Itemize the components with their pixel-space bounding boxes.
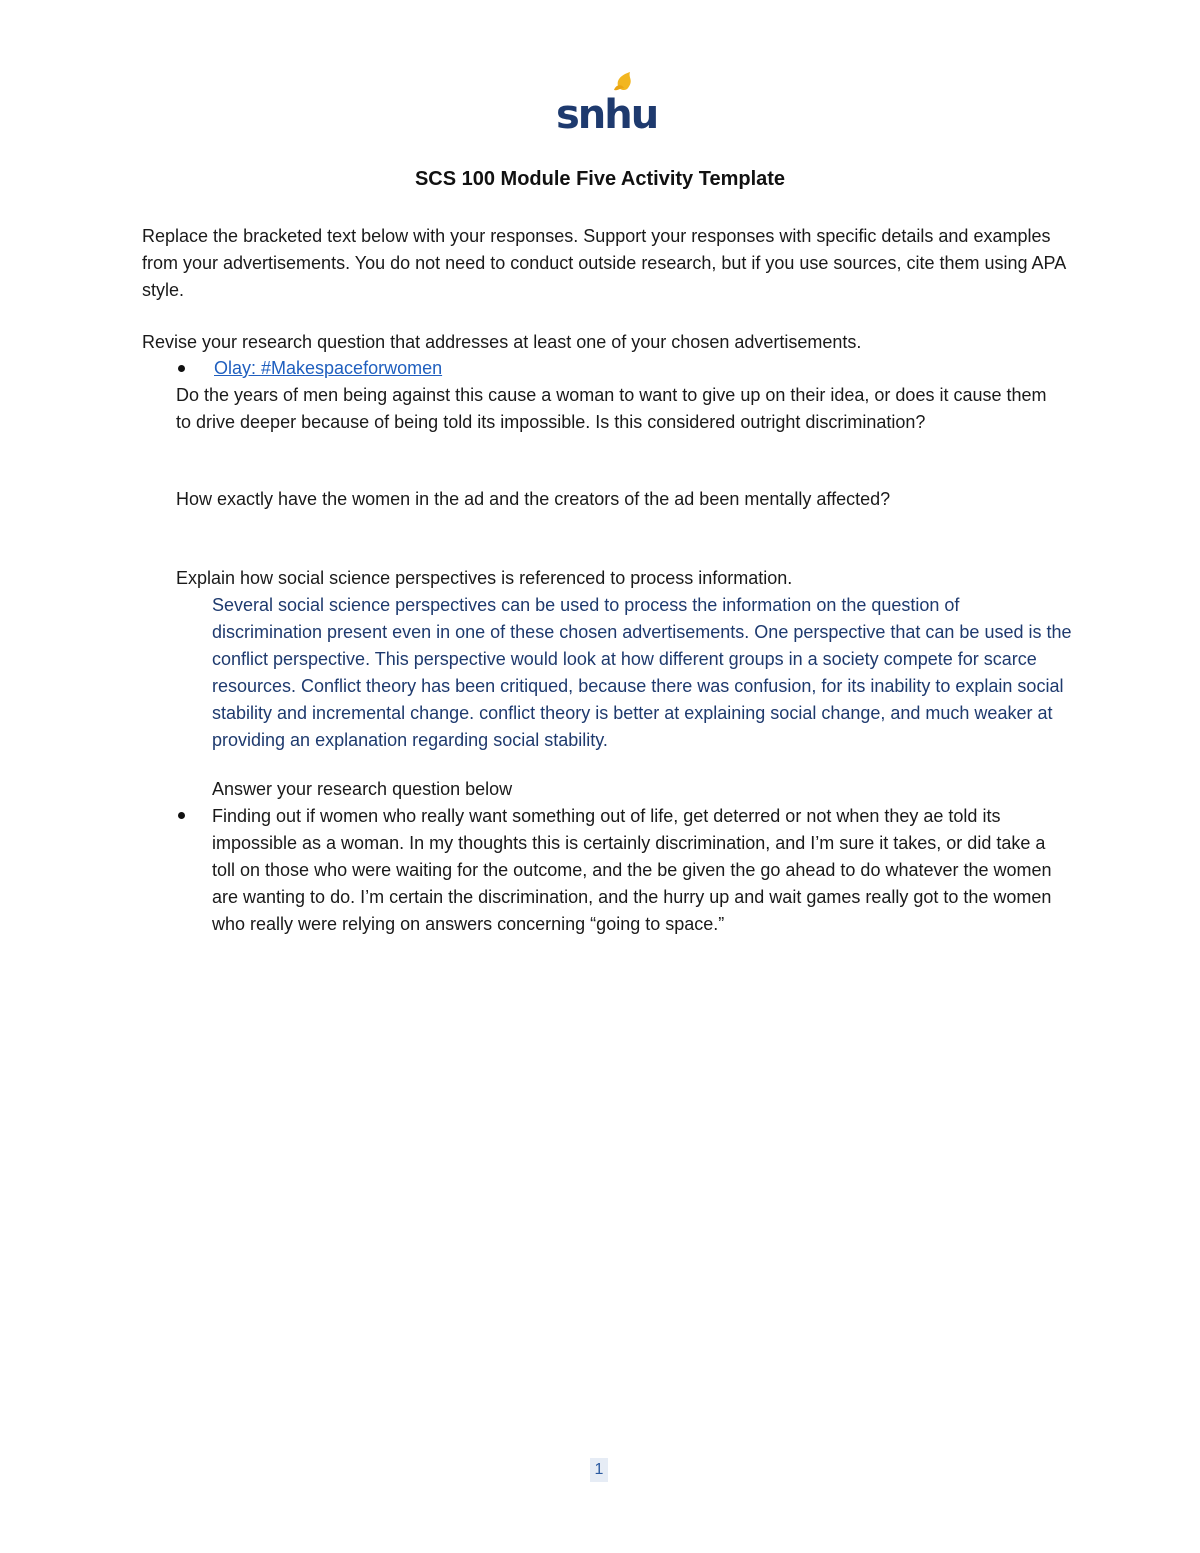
research-question-1: Do the years of men being against this cause a woman to want to give up on their idea, or does it cause them to drive deeper because of being told its impossible. Is this considered outright discrimination? <box>176 385 1047 432</box>
revise-prompt: Revise your research question that addresses at least one of your chosen advertisements. <box>142 332 862 352</box>
bullet-icon <box>178 365 185 372</box>
svg-text:snhu: snhu <box>556 92 658 138</box>
document-title: SCS 100 Module Five Activity Template <box>414 168 786 190</box>
ad-link[interactable]: Olay: #Makespaceforwomen <box>214 358 443 378</box>
page-number: 1 <box>590 1458 608 1482</box>
bullet-icon <box>178 812 185 819</box>
research-question-2: How exactly have the women in the ad and the creators of the ad been mentally affected? <box>176 489 891 509</box>
snhu-logo <box>556 72 658 138</box>
answer-response: Finding out if women who really want something out of life, get deterred or not when they ae told its impossible as a woman. In my thoughts this is certainly discrimination, and I’m sure it takes, or did take a toll on those who were waiting for the outcome, and the be given the go ahead to do whatever the women are wanting to do. I’m certain the discrimination, and the hurry up and wait games really got to the women who really were relying on answers concerning “going to space.” <box>212 806 1052 934</box>
intro-paragraph: Replace the bracketed text below with your responses. Support your responses with specific details and examples from your advertisements. You do not need to conduct outside research, but if you use sources, cite them using APA style. <box>142 226 1066 300</box>
explain-prompt: Explain how social science perspectives is referenced to process information. <box>176 568 793 588</box>
perspective-response: Several social science perspectives can be used to process the information on the question of discrimination present even in one of these chosen advertisements. One perspective that can be used is the conflict perspective. This perspective would look at how different groups in a society compete for scarce resources. Conflict theory has been critiqued, because there was confusion, for its inability to explain social stability and incremental change. conflict theory is better at explaining social change, and much weaker at providing an explanation regarding social stability. <box>212 595 1072 750</box>
answer-prompt: Answer your research question below <box>212 779 513 799</box>
